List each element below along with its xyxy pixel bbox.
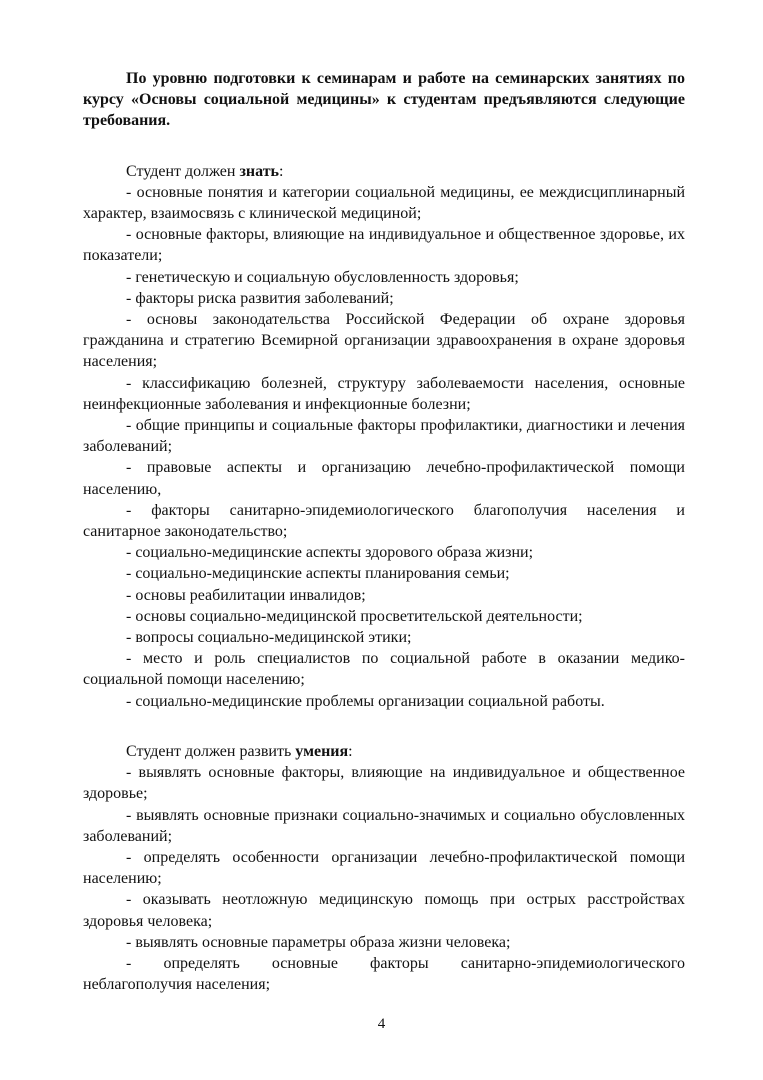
list-item: - основы законодательства Российской Федерации об охране здоровья гражданина и стратегию Всемирной организации здравоохранения в охране здоровья населения; [83,311,685,371]
list-item: - место и роль специалистов по социальной работе в оказании медико-социальной помощи населению; [83,650,685,689]
list-item: - выявлять основные факторы, влияющие на индивидуальное и общественное здоровье; [83,764,685,803]
list-item: - оказывать неотложную медицинскую помощь при острых расстройствах здоровья человека; [83,891,685,930]
intro-paragraph: По уровню подготовки к семинарам и работе на семинарских занятиях по курсу «Основы социальной медицины» к студентам предъявляются следующие требования. [83,70,685,130]
list-item: - определять основные факторы санитарно-эпидемиологического неблагополучия населения; [83,954,685,994]
list-item: - основы социально-медицинской просветительской деятельности; [126,607,583,625]
list-item: - факторы санитарно-эпидемиологического благополучия населения и санитарное законодательство; [83,501,685,541]
skills-section [83,741,685,995]
knowledge-heading-suffix: : [279,162,284,180]
knowledge-list [83,182,685,712]
skills-list [83,762,685,995]
list-item: - основы реабилитации инвалидов; [126,586,366,604]
list-item: - выявлять основные параметры образа жизни человека; [126,933,511,951]
skills-heading-prefix: Студент должен развить [126,742,296,760]
list-item: - социально-медицинские аспекты здорового образа жизни; [126,544,534,562]
list-item: - выявлять основные признаки социально-значимых и социально обусловленных заболеваний; [83,806,685,845]
list-item: - факторы риска развития заболеваний; [126,289,394,307]
list-item: - социально-медицинские проблемы организации социальной работы. [126,692,605,710]
knowledge-heading-keyword: знать [239,162,280,180]
skills-heading [83,741,685,762]
list-item: - общие принципы и социальные факторы профилактики, диагностики и лечения заболеваний; [83,417,685,456]
list-item: - классификацию болезней, структуру заболеваемости населения, основные неинфекционные заболевания и инфекционные болезни; [83,374,685,413]
list-item: - правовые аспекты и организацию лечебно-профилактической помощи населению, [83,459,685,498]
list-item: - вопросы социально-медицинской этики; [126,629,412,647]
list-item: - основные понятия и категории социальной медицины, ее междисциплинарный характер, взаимосвязь с клинической медициной; [83,183,685,223]
knowledge-heading [83,161,685,182]
list-item: - генетическую и социальную обусловленность здоровья; [126,268,519,286]
skills-heading-keyword: умения [295,742,349,760]
knowledge-section [83,161,685,712]
list-item: - определять особенности организации лечебно-профилактической помощи населению; [83,848,685,888]
list-item: - социально-медицинские аспекты планирования семьи; [126,565,510,583]
skills-heading-suffix: : [348,742,353,760]
page-content [83,68,685,1024]
list-item: - основные факторы, влияющие на индивидуальное и общественное здоровье, их показатели; [83,226,685,265]
page-number: 4 [377,1016,386,1032]
knowledge-heading-prefix: Студент должен [126,162,240,180]
